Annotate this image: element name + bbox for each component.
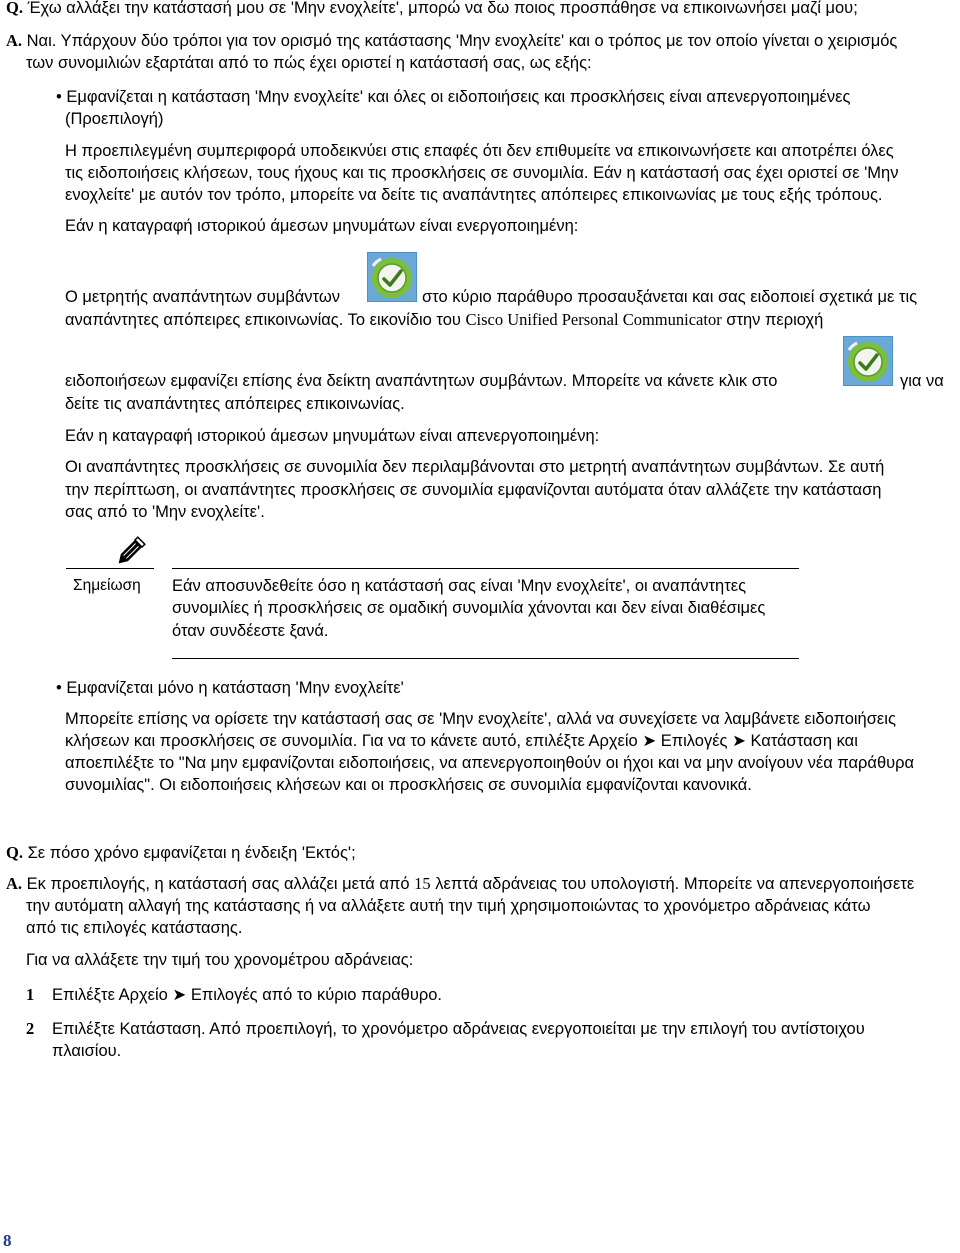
procedure-step-2-line2: πλαισίου. [52, 1042, 122, 1060]
paragraph-im-history-enabled: Εάν η καταγραφή ιστορικού άμεσων μηνυμάτων είναι ενεργοποιημένη: [65, 217, 579, 235]
paragraph-chat-invites-line3: σας από το 'Μην ενοχλείτε'. [65, 503, 265, 521]
paragraph-missed-counter-line1-rest: στο κύριο παράθυρο προσαυξάνεται και σας ειδοποιεί σχετικά με τις [422, 288, 918, 306]
paragraph-dnd-only-line2: κλήσεων και προσκλήσεις σε συνομιλία. Για να το κάνετε αυτό, επιλέξτε Αρχείο ➤ Επιλογές ➤ Κατάσταση και [65, 732, 858, 750]
paragraph-chat-invites-line1: Οι αναπάντητες προσκλήσεις σε συνομιλία δεν περιλαμβάνονται στο μετρητή αναπάντητων συμβάντων. Σε αυτή [65, 458, 885, 476]
procedure-step-1 [26, 984, 442, 1006]
paragraph-default-behavior-line1: Η προεπιλεγμένη συμπεριφορά υποδεικνύει στις επαφές ότι δεν επιθυμείτε να επικοινωνήσετε και αποτρέπει όλες [65, 142, 894, 160]
faq-question-1 [6, 0, 858, 19]
answer-text: Ναι. Υπάρχουν δύο τρόποι για τον ορισμό της κατάστασης 'Μην ενοχλείτε' και ο τρόπος με τον οποίο γίνεται ο χειρισμός [26, 32, 898, 50]
question-label: Q. [6, 0, 23, 17]
question-text: Σε πόσο χρόνο εμφανίζεται η ένδειξη 'Εκτός'; [27, 844, 356, 862]
idle-minutes-value: 15 [414, 874, 431, 893]
answer-label: A. [6, 874, 23, 893]
bullet-item-default-dnd: • Εμφανίζεται η κατάσταση 'Μην ενοχλείτε' και όλες οι ειδοποιήσεις και προσκλήσεις είναι απενεργοποιημένες [56, 88, 851, 106]
faq-answer-2-line1 [6, 873, 914, 895]
text-segment: στην περιοχή [726, 311, 824, 329]
faq-answer-1-line1 [6, 30, 897, 52]
text-segment: αναπάντητες απόπειρες επικοινωνίας. Το εικονίδιο του [65, 311, 461, 329]
paragraph-default-behavior-line2: τις ειδοποιήσεις κλήσεων, τους ήχους και τις προσκλήσεις σε συνομιλία. Εάν η κατάστασή σας έχει οριστεί σε 'Μην [65, 164, 899, 182]
procedure-step-2 [26, 1018, 865, 1040]
clock-check-icon [367, 252, 417, 307]
text-segment: Ο μετρητής αναπάντητων συμβάντων [65, 288, 340, 306]
paragraph-dnd-only-line4: συνομιλίας". Οι ειδοποιήσεις κλήσεων και οι προσκλήσεις σε συνομιλία εμφανίζονται κανονικά. [65, 776, 752, 794]
paragraph-missed-counter-line1 [65, 286, 340, 308]
note-text-line1: Εάν αποσυνδεθείτε όσο η κατάστασή σας είναι 'Μην ενοχλείτε', οι αναπάντητες [172, 577, 747, 595]
question-text: Έχω αλλάξει την κατάστασή μου σε 'Μην ενοχλείτε', μπορώ να δω ποιος προσπάθησε να επικοινωνήσει μαζί μου; [27, 0, 858, 17]
paragraph-im-history-disabled: Εάν η καταγραφή ιστορικού άμεσων μηνυμάτων είναι απενεργοποιημένη: [65, 427, 600, 445]
paragraph-dnd-only-line3: αποεπιλέξτε το "Να μην εμφανίζονται ειδοποιήσεις, να απενεργοποιηθούν οι ήχοι και να μην ανοίγουν νέα παράθυρα [65, 754, 915, 772]
note-divider-bottom [172, 658, 799, 659]
note-text-line2: συνομιλίες ή προσκλήσεις σε ομαδική συνομιλία χάνονται και δεν είναι διαθέσιμες [172, 599, 766, 617]
paragraph-missed-counter-line2 [65, 309, 823, 331]
text-segment: λεπτά αδράνειας του υπολογιστή. Μπορείτε να απενεργοποιήσετε [435, 875, 915, 893]
step-number: 2 [26, 1019, 35, 1038]
question-label: Q. [6, 843, 23, 862]
faq-answer-2-line3: από τις επιλογές κατάστασης. [26, 919, 243, 937]
paragraph-missed-counter-line3-rest: για να [900, 372, 944, 390]
paragraph-default-behavior-line3: ενοχλείτε' με αυτόν τον τρόπο, μπορείτε να δείτε τις αναπάντητες απόπειρες επικοινωνίας με τους εξής τρόπους. [65, 186, 883, 204]
note-divider-left [66, 568, 154, 569]
step-text: Επιλέξτε Κατάσταση. Από προεπιλογή, το χρονόμετρο αδράνειας ενεργοποιείται με την επιλογή του αντίστοιχου [52, 1020, 865, 1038]
answer-label: A. [6, 31, 23, 50]
bullet-item-default-dnd-line2: (Προεπιλογή) [65, 110, 164, 128]
faq-answer-1-line2: των συνομιλιών εξαρτάται από το πώς έχει οριστεί η κατάστασή σας, ως εξής: [26, 54, 592, 72]
paragraph-missed-counter-line3: ειδοποιήσεων εμφανίζει επίσης ένα δείκτη αναπάντητων συμβάντων. Μπορείτε να κάνετε κλικ στο [65, 372, 778, 390]
note-text-line3: όταν συνδέεστε ξανά. [172, 622, 329, 640]
paragraph-chat-invites-line2: την περίπτωση, οι αναπάντητες προσκλήσεις σε συνομιλία εμφανίζονται αυτόματα όταν αλλάζετε την κατάσταση [65, 481, 882, 499]
note-label: Σημείωση [73, 577, 141, 594]
page-number: 8 [3, 1231, 12, 1250]
paragraph-dnd-only-line1: Μπορείτε επίσης να ορίσετε την κατάστασή σας σε 'Μην ενοχλείτε', αλλά να συνεχίσετε να λαμβάνετε ειδοποιήσεις [65, 710, 896, 728]
clock-check-icon [843, 336, 893, 391]
bullet-item-dnd-only: • Εμφανίζεται μόνο η κατάσταση 'Μην ενοχλείτε' [56, 679, 404, 697]
product-name: Cisco Unified Personal Communicator [465, 310, 722, 329]
text-segment: Εκ προεπιλογής, η κατάστασή σας αλλάζει μετά από [26, 875, 410, 893]
faq-question-2 [6, 842, 356, 864]
paragraph-missed-counter-line4: δείτε τις αναπάντητες απόπειρες επικοινωνίας. [65, 395, 405, 413]
procedure-intro: Για να αλλάξετε την τιμή του χρονομέτρου αδράνειας: [26, 951, 414, 969]
faq-answer-2-line2: την αυτόματη αλλαγή της κατάστασης ή να αλλάξετε αυτή την τιμή χρησιμοποιώντας το χρονόμετρο αδράνειας κάτω [26, 897, 871, 915]
step-number: 1 [26, 985, 35, 1004]
note-divider-top [172, 568, 799, 569]
step-text: Επιλέξτε Αρχείο ➤ Επιλογές από το κύριο παράθυρο. [52, 986, 442, 1004]
